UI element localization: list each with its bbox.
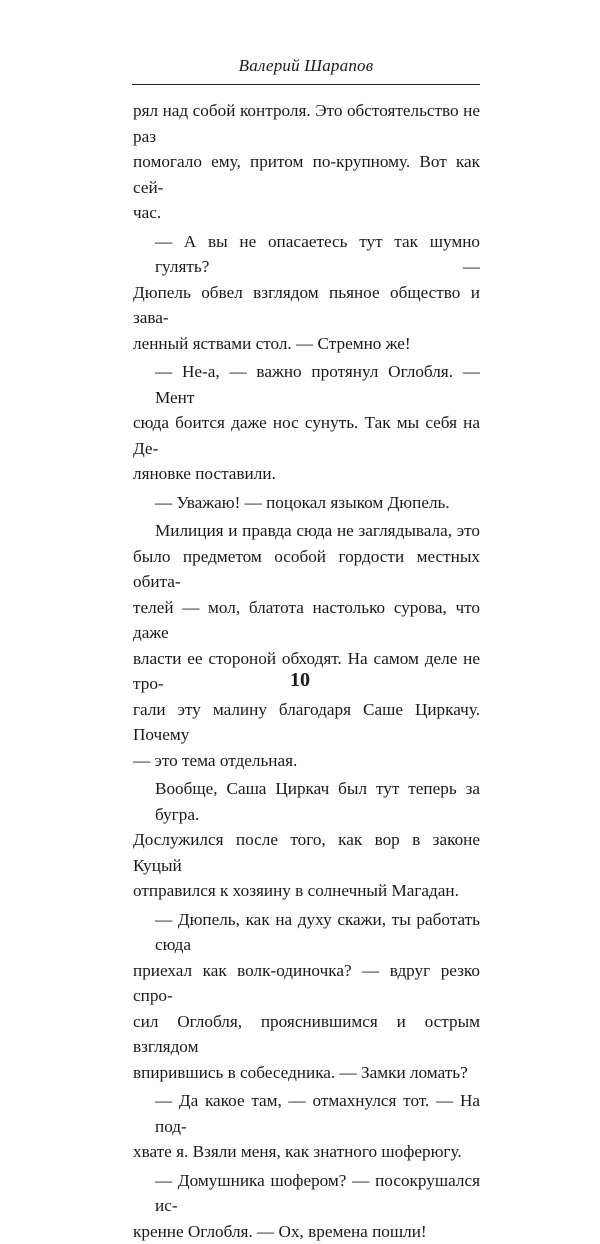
text-line: — Уважаю! — поцокал языком Дюпель. <box>133 490 480 516</box>
text-line: час. <box>133 200 480 226</box>
text-line: сил Оглобля, прояснившимся и острым взглядом <box>133 1009 480 1060</box>
text-line: отправился к хозяину в солнечный Магадан. <box>133 878 480 904</box>
text-line: кренне Оглобля. — Ох, времена пошли! <box>133 1219 480 1244</box>
paragraph <box>133 229 480 357</box>
text-line: — это тема отдельная. <box>133 748 480 774</box>
paragraph <box>133 98 480 226</box>
text-line: помогало ему, притом по-крупному. Вот как сей- <box>133 149 480 200</box>
text-line: гали эту малину благодаря Саше Циркачу. Почему <box>133 697 480 748</box>
text-line: хвате я. Взяли меня, как знатного шоферюгу. <box>133 1139 480 1165</box>
text-line: — Домушника шофером? — посокрушался ис- <box>133 1168 480 1219</box>
text-line: приехал как волк-одиночка? — вдруг резко спро- <box>133 958 480 1009</box>
text-line: Дослужился после того, как вор в законе Куцый <box>133 827 480 878</box>
paragraph <box>133 518 480 773</box>
text-line: ленный яствами стол. — Стремно же! <box>133 331 480 357</box>
text-line: — А вы не опасаетесь тут так шумно гулять? — <box>133 229 480 280</box>
running-header-author: Валерий Шарапов <box>132 56 480 76</box>
paragraph <box>133 1088 480 1165</box>
text-line: Милиция и правда сюда не заглядывала, это <box>133 518 480 544</box>
paragraph <box>133 776 480 904</box>
text-line: власти ее стороной обходят. На самом деле не тро- <box>133 646 480 697</box>
page-number: 10 <box>0 669 600 692</box>
text-line: впирившись в собеседника. — Замки ломать? <box>133 1060 480 1086</box>
text-line: сюда боится даже нос сунуть. Так мы себя на Де- <box>133 410 480 461</box>
text-line: телей — мол, блатота настолько сурова, что даже <box>133 595 480 646</box>
paragraph <box>133 907 480 1086</box>
text-line: — Да какое там, — отмахнулся тот. — На под- <box>133 1088 480 1139</box>
text-line: было предметом особой гордости местных обита- <box>133 544 480 595</box>
paragraph <box>133 490 480 516</box>
text-line: рял над собой контроля. Это обстоятельство не раз <box>133 98 480 149</box>
text-line: — Не-а, — важно протянул Оглобля. — Мент <box>133 359 480 410</box>
text-line: — Дюпель, как на духу скажи, ты работать сюда <box>133 907 480 958</box>
paragraph <box>133 359 480 487</box>
text-line: Дюпель обвел взглядом пьяное общество и зава- <box>133 280 480 331</box>
text-line: ляновке поставили. <box>133 461 480 487</box>
text-line: Вообще, Саша Циркач был тут теперь за бугра. <box>133 776 480 827</box>
paragraph <box>133 1168 480 1244</box>
header-rule <box>132 84 480 85</box>
